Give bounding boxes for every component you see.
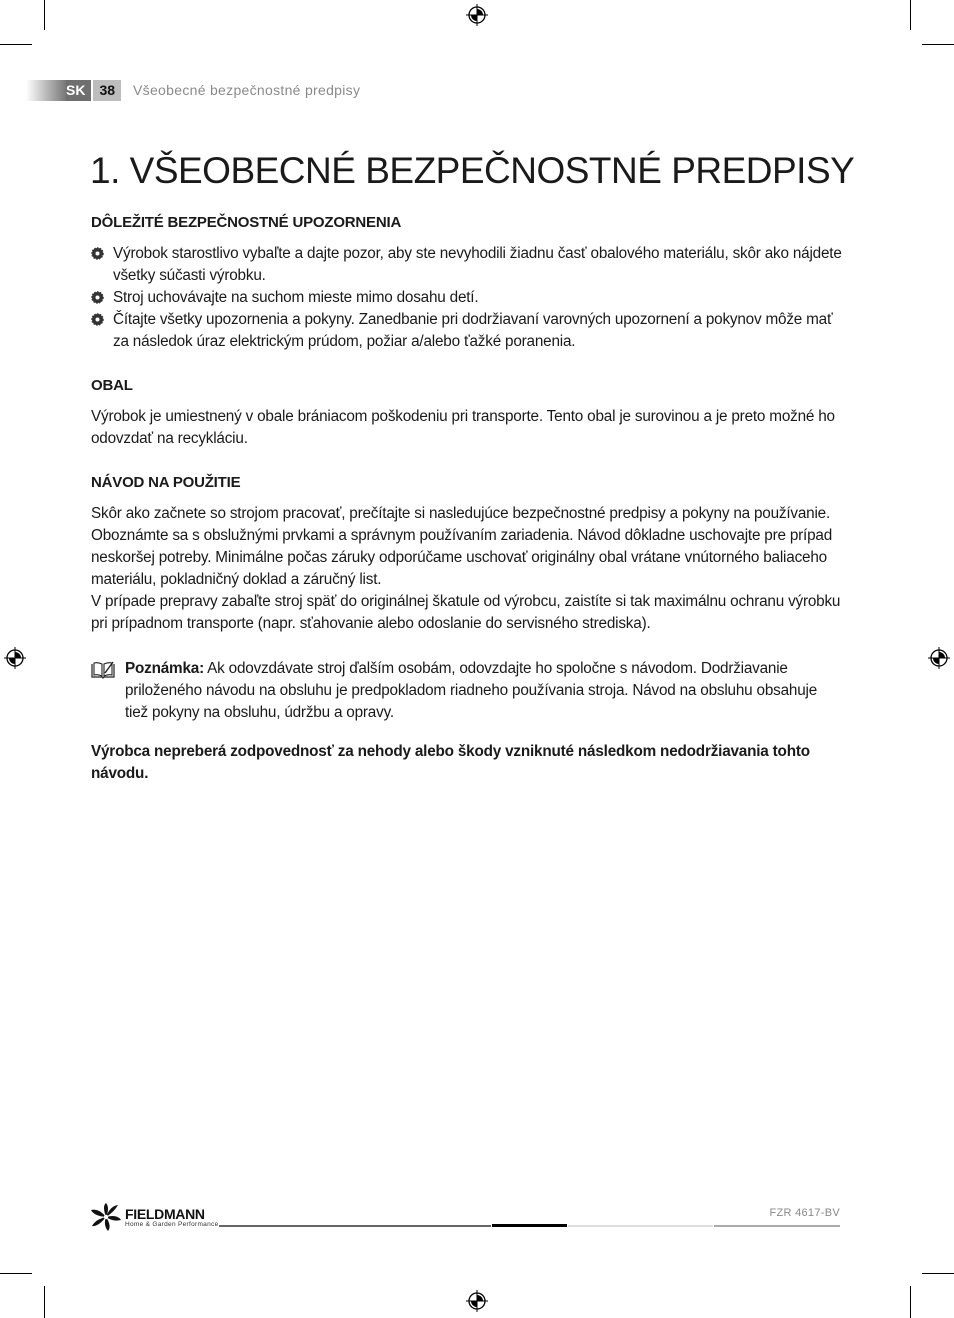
crop-mark: [0, 44, 32, 45]
registration-mark-icon: [4, 647, 26, 669]
gear-bullet-icon: [91, 247, 104, 260]
gear-bullet-icon: [91, 313, 104, 326]
list-item-text: Stroj uchovávajte na suchom mieste mimo dosahu detí.: [113, 289, 479, 306]
registration-mark-icon: [466, 1290, 488, 1312]
header-fade: [26, 80, 66, 101]
crop-mark: [44, 0, 45, 30]
page-footer: [90, 1200, 840, 1230]
footer-rule: [568, 1225, 713, 1227]
brand-name: FIELDMANN: [125, 1206, 205, 1222]
page-number: 38: [93, 80, 121, 101]
manual-text-transport: V prípade prepravy zabaľte stroj späť do originálnej škatule od výrobcu, zaistíte si tak maximálnu ochranu výrobku pri prípadnom transporte (napr. sťahovanie alebo odoslanie do servisného strediska).: [91, 593, 841, 632]
note-block: [91, 658, 843, 724]
brand-tagline: Home & Garden Performance: [125, 1221, 219, 1228]
language-code: SK: [66, 80, 91, 101]
crop-mark: [922, 1273, 954, 1274]
crop-mark: [910, 1286, 911, 1318]
crop-mark: [0, 1273, 32, 1274]
running-title: Všeobecné bezpečnostné predpisy: [133, 82, 361, 98]
crop-mark: [910, 0, 911, 30]
gear-bullet-icon: [91, 291, 104, 304]
disclaimer-text: Výrobca nepreberá zodpovednosť za nehody alebo škody vzniknuté následkom nedodržiavania tohto návodu.: [91, 743, 810, 782]
crop-mark: [44, 1286, 45, 1318]
fieldmann-logo-icon: [90, 1202, 122, 1232]
manual-text: Skôr ako začnete so strojom pracovať, prečítajte si nasledujúce bezpečnostné predpisy a pokyny na používanie. Oboznámte sa s obslužnými prvkami a správnym používaním zariadenia. Návod dôkladne uschovajte pre prípad neskoršej potreby. Minimálne počas záruky odporúčame uschovať originálny obal vrátane vnútorného baliaceho materiálu, pokladničný doklad a záručný list.: [91, 505, 833, 588]
note-label: Poznámka:: [125, 660, 204, 677]
crop-mark: [922, 44, 954, 45]
section-heading-manual: NÁVOD NA POUŽITIE: [91, 474, 241, 491]
model-number: FZR 4617-BV: [769, 1207, 840, 1219]
note-text: Ak odovzdávate stroj ďalším osobám, odovzdajte ho spoločne s návodom. Dodržiavanie priloženého návodu na obsluhu je predpokladom riadneho používania stroja. Návod na obsluhu obsahuje tiež pokyny na obsluhu, údržbu a opravy.: [125, 660, 818, 721]
registration-mark-icon: [928, 647, 950, 669]
registration-mark-icon: [466, 4, 488, 26]
list-item: [91, 243, 843, 287]
warnings-list: [91, 243, 843, 353]
footer-rule: [492, 1224, 567, 1227]
section-heading-warnings: DÔLEŽITÉ BEZPEČNOSTNÉ UPOZORNENIA: [91, 214, 402, 231]
section-heading-packaging: OBAL: [91, 377, 133, 394]
page-header: [26, 80, 360, 101]
list-item: [91, 309, 843, 353]
note-book-icon: [91, 661, 115, 679]
page-title: 1. VŠEOBECNÉ BEZPEČNOSTNÉ PREDPISY: [90, 150, 855, 191]
list-item: [91, 287, 843, 309]
main-content: [91, 212, 843, 785]
list-item-text: Čítajte všetky upozornenia a pokyny. Zanedbanie pri dodržiavaní varovných upozornení a pokynov môže mať za následok úraz elektrickým prúdom, požiar a/alebo ťažké poranenia.: [113, 311, 833, 350]
footer-rule: [219, 1225, 491, 1227]
footer-rule: [714, 1225, 840, 1227]
list-item-text: Výrobok starostlivo vybaľte a dajte pozor, aby ste nevyhodili žiadnu časť obalového materiálu, skôr ako nájdete všetky súčasti výrobku.: [113, 245, 842, 284]
packaging-text: Výrobok je umiestnený v obale brániacom poškodeniu pri transporte. Tento obal je surovinou a je preto možné ho odovzdať na recykláciu.: [91, 408, 835, 447]
